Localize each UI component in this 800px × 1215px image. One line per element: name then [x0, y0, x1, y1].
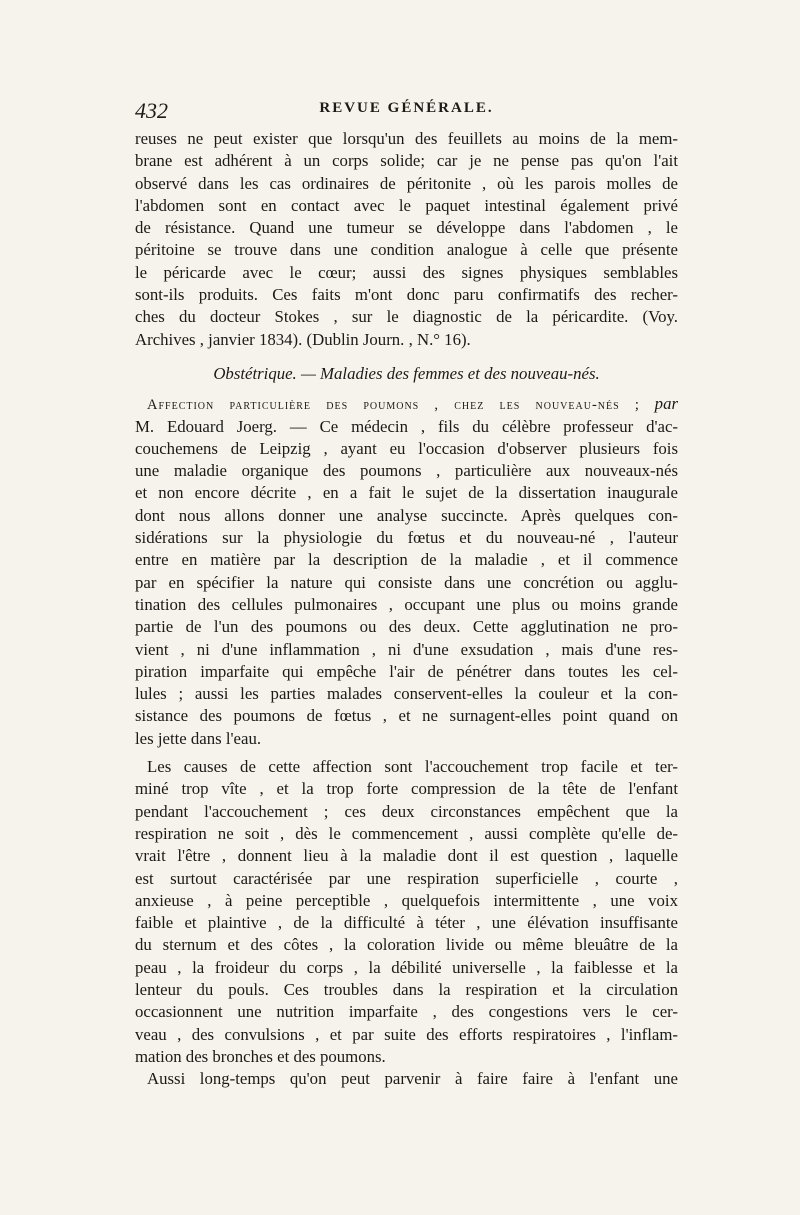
text-line: sistance des poumons de fœtus , et ne surnagent-elles point quand on — [135, 706, 678, 726]
text-line: mation des bronches et des poumons. — [135, 1046, 386, 1066]
paragraph-3 — [135, 756, 678, 1068]
text-line: occasionnent une nutrition imparfaite , des congestions vers le cer- — [135, 1002, 678, 1022]
text-line: lenteur du pouls. Ces troubles dans la respiration et la circulation — [135, 979, 678, 999]
text-line: Les causes de cette affection sont l'accouchement trop facile et ter- — [147, 757, 678, 777]
text-line: respiration ne soit , dès le commencement , aussi complète qu'elle de- — [135, 823, 678, 843]
page-number: 432 — [135, 98, 168, 123]
article-title-tail: par — [639, 394, 678, 414]
text-line: sont-ils produits. Ces faits m'ont donc paru confirmatifs des recher- — [135, 285, 678, 305]
text-line: péritoine se trouve dans une condition analogue à celle que présente — [135, 240, 678, 260]
text-line: et non encore décrite , en a fait le sujet de la dissertation inaugurale — [135, 483, 678, 503]
paragraph-1 — [135, 128, 678, 351]
text-line: Aussi long-temps qu'on peut parvenir à faire faire à l'enfant une — [147, 1069, 678, 1089]
text-line: M. Edouard Joerg. — Ce médecin , fils du célèbre professeur d'ac- — [135, 416, 678, 436]
text-line: vrait l'être , donnent lieu à la maladie dont il est question , laquelle — [135, 846, 678, 866]
text-line: faible et plaintive , de la difficulté à téter , une élévation insuffisante — [135, 913, 678, 933]
paragraph-2 — [135, 393, 678, 750]
text-line: piration imparfaite qui empêche l'air de pénétrer dans toutes les cel- — [135, 661, 678, 681]
text-line: observé dans les cas ordinaires de péritonite , où les parois molles de — [135, 173, 678, 193]
text-line: par en spécifier la nature qui consiste dans une concrétion ou agglu- — [135, 572, 678, 592]
text-line: miné trop vîte , et la trop forte compression de la tête de l'enfant — [135, 779, 678, 799]
text-line: lules ; aussi les parties malades conservent-elles la couleur et la con- — [135, 684, 678, 704]
text-line: les jette dans l'eau. — [135, 728, 262, 748]
running-head: REVUE GÉNÉRALE. — [319, 100, 494, 116]
paragraph-4 — [135, 1068, 678, 1090]
text-line: dont nous allons donner une analyse succincte. Après quelques con- — [135, 505, 678, 525]
text-line: le péricarde avec le cœur; aussi des signes physiques semblables — [135, 262, 678, 282]
text-line: veau , des convulsions , et par suite des efforts respiratoires , l'inflam- — [135, 1024, 678, 1044]
text-line: l'abdomen sont en contact avec le paquet intestinal également privé — [135, 195, 678, 215]
text-line: brane est adhérent à un corps solide; car je ne pense pas qu'on l'ait — [135, 151, 678, 171]
text-line: pendant l'accouchement ; ces deux circonstances empêchent que la — [135, 801, 678, 821]
article-title: Affection particulière des poumons , chez les nouveau-nés ; — [147, 397, 640, 414]
text-line: couchemens de Leipzig , ayant eu l'occasion d'observer plusieurs fois — [135, 438, 678, 458]
text-line: du sternum et des côtes , la coloration livide ou même bleuâtre de la — [135, 935, 678, 955]
text-line: entre en matière par la description de la maladie , et il commence — [135, 550, 678, 570]
page-header — [135, 98, 678, 124]
body-text — [135, 128, 678, 1090]
text-line: est surtout caractérisée par une respiration superficielle , courte , — [135, 868, 678, 888]
text-line: de résistance. Quand une tumeur se développe dans l'abdomen , le — [135, 218, 678, 238]
text-line: anxieuse , à peine perceptible , quelquefois intermittente , une voix — [135, 890, 678, 910]
section-heading: Obstétrique. — Maladies des femmes et des nouveau-nés. — [213, 363, 600, 383]
text-line: ches du docteur Stokes , sur le diagnostic de la péricardite. (Voy. — [135, 307, 678, 327]
text-line: partie de l'un des poumons ou des deux. Cette agglutination ne pro- — [135, 617, 678, 637]
text-line: tination des cellules pulmonaires , occupant une plus ou moins grande — [135, 594, 678, 614]
text-line: une maladie organique des poumons , particulière aux nouveaux-nés — [135, 461, 678, 481]
text-line: Archives , janvier 1834). (Dublin Journ. , N.° 16). — [135, 329, 471, 349]
text-line: vient , ni d'une inflammation , ni d'une exsudation , mais d'une res- — [135, 639, 678, 659]
text-line: peau , la froideur du corps , la débilité universelle , la faiblesse et la — [135, 957, 678, 977]
text-line: sidérations sur la physiologie du fœtus et du nouveau-né , l'auteur — [135, 528, 678, 548]
text-line: reuses ne peut exister que lorsqu'un des feuillets au moins de la mem- — [135, 129, 678, 148]
article-title-line — [135, 393, 678, 415]
